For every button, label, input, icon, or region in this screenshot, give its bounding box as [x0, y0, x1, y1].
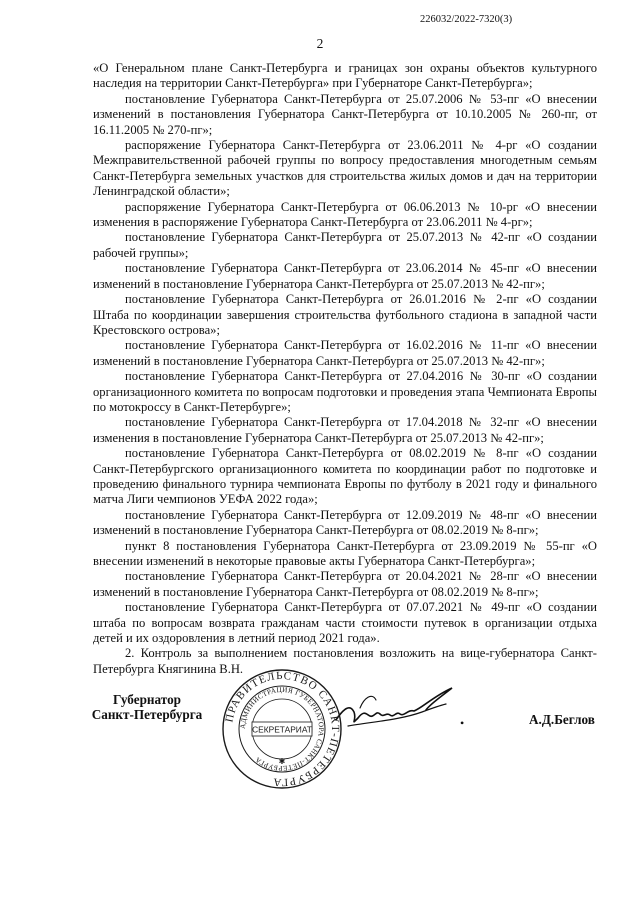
seal-star-icon: ✱ [278, 757, 286, 766]
paragraph: постановление Губернатора Санкт-Петербурга от 16.02.2016 № 11-пг «О внесении изменений в постановление Губернатора Санкт-Петербурга от 25.07.2013 № 42-пг»; [93, 338, 597, 368]
signatory-name: А.Д.Беглов [529, 712, 595, 727]
paragraph: постановление Губернатора Санкт-Петербурга от 27.04.2016 № 30-пг «О создании организационного комитета по вопросам подготовки и проведения этапа Чемпионата Европы по мотокроссу в Санкт-Петербурге»; [93, 369, 597, 414]
seal-outer-text: ПРАВИТЕЛЬСТВО САНКТ-ПЕТЕРБУРГА [223, 669, 342, 789]
paragraph: постановление Губернатора Санкт-Петербурга от 25.07.2013 № 42-пг «О создании рабочей группы»; [93, 230, 597, 260]
handwritten-signature [330, 678, 470, 748]
paragraph: постановление Губернатора Санкт-Петербурга от 26.01.2016 № 2-пг «О создании Штаба по координации завершения строительства футбольного стадиона в западной части Крестовского острова»; [93, 292, 597, 337]
paragraph: постановление Губернатора Санкт-Петербурга от 23.06.2014 № 45-пг «О внесении изменений в постановление Губернатора Санкт-Петербурга от 25.07.2013 № 42-пг»; [93, 261, 597, 291]
signatory-role-line2: Санкт-Петербурга [91, 707, 203, 722]
signatory-role [88, 692, 206, 722]
paragraph: распоряжение Губернатора Санкт-Петербурга от 06.06.2013 № 10-рг «О внесении изменения в распоряжение Губернатора Санкт-Петербурга от 23.06.2011 № 4-рг»; [93, 199, 597, 230]
paragraph: распоряжение Губернатора Санкт-Петербурга от 23.06.2011 № 4-рг «О создании Межправительственной рабочей группы по вопросу предоставления многодетным семьям Санкт-Петербурга земельных участков для строительства жилых домов и дач на территории Ленинградской области»; [93, 138, 597, 199]
document-number: 226032/2022-7320(3) [420, 14, 513, 25]
signature-footer [0, 668, 640, 798]
official-seal [221, 668, 343, 790]
paragraph: постановление Губернатора Санкт-Петербурга от 25.07.2006 № 53-пг «О внесении изменений в постановления Губернатора Санкт-Петербурга от 10.10.2005 № 260-пг, от 16.11.2005 № 270-пг»; [93, 91, 597, 137]
paragraph-control-clause: 2. Контроль за выполнением постановления возложить на вице-губернатора Санкт-Петербурга Княгинина В.Н. [93, 646, 597, 676]
paragraph: постановление Губернатора Санкт-Петербурга от 17.04.2018 № 32-пг «О внесении изменения в постановление Губернатора Санкт-Петербурга от 25.07.2013 № 42-пг»; [93, 415, 597, 445]
document-body [93, 61, 597, 677]
seal-center-text: СЕКРЕТАРИАТ [252, 724, 312, 735]
page-number: 2 [316, 36, 324, 51]
signature-dot: • [460, 716, 465, 730]
paragraph: постановление Губернатора Санкт-Петербурга от 08.02.2019 № 8-пг «О создании Санкт-Петербургского организационного комитета по координации работ по подготовке и проведению финального турнира чемпионата Европы по футболу в 2021 году и финального матча Лиги чемпионов УЕФА 2022 года»; [93, 446, 597, 507]
paragraph: пункт 8 постановления Губернатора Санкт-Петербурга от 23.09.2019 № 55-пг «О внесении изменений в некоторые правовые акты Губернатора Санкт-Петербурга»; [93, 538, 597, 568]
seal-inner-text: АДМИНИСТРАЦИЯ ГУБЕРНАТОРА САНКТ-ПЕТЕРБУРГА [238, 685, 326, 773]
paragraph: «О Генеральном плане Санкт-Петербурга и границах зон охраны объектов культурного наследия на территории Санкт-Петербурга» при Губернаторе Санкт-Петербурга»; [93, 61, 597, 91]
paragraph: постановление Губернатора Санкт-Петербурга от 12.09.2019 № 48-пг «О внесении изменений в постановление Губернатора Санкт-Петербурга от 08.02.2019 № 8-пг»; [93, 507, 597, 538]
paragraph: постановление Губернатора Санкт-Петербурга от 07.07.2021 № 49-пг «О создании штаба по вопросам возврата гражданам части стоимости путевок в организации отдыха детей и их оздоровления в летний период 2021 года». [93, 600, 597, 646]
paragraph: постановление Губернатора Санкт-Петербурга от 20.04.2021 № 28-пг «О внесении изменений в постановление Губернатора Санкт-Петербурга от 08.02.2019 № 8-пг»; [93, 569, 597, 599]
signatory-role-line1: Губернатор [113, 692, 181, 707]
